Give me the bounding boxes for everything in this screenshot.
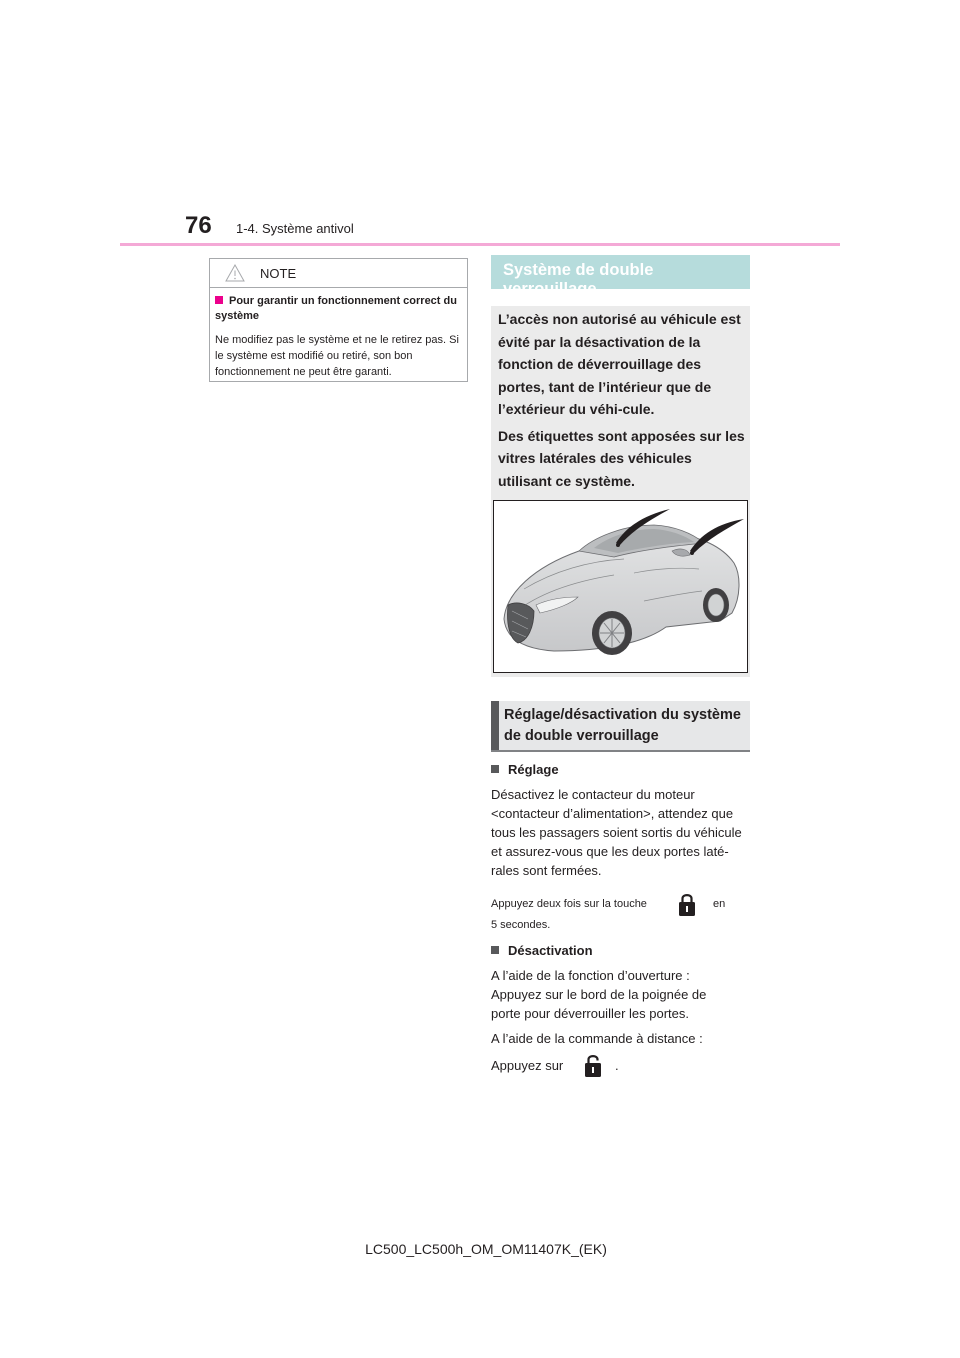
desactivation-opening-text: A l’aide de la fonction d’ouverture : Appuyez sur le bord de la poignée de porte pour déverrouiller les portes. [491, 968, 707, 1021]
intro-text [498, 308, 746, 496]
reglage-press-duration: 5 secondes. [491, 919, 551, 931]
document-code: LC500_LC500h_OM_OM11407K_(EK) [365, 1241, 607, 1257]
reglage-press-instruction: Appuyez deux fois sur la touche [491, 898, 647, 910]
note-header [210, 259, 467, 288]
gray-square-bullet [491, 765, 499, 773]
note-item-title [215, 294, 463, 324]
heading-bottom-rule [491, 750, 750, 752]
desactivation-press-text: Appuyez sur [491, 1058, 564, 1073]
section-heading-text: Système de double verrouillage [503, 261, 654, 298]
desactivation-heading-text: Désactivation [508, 943, 593, 958]
subsection-heading-settings [491, 701, 750, 752]
note-label: NOTE [260, 266, 297, 281]
car-illustration-frame [493, 500, 748, 673]
reglage-press-suffix: en [713, 898, 726, 910]
note-item-title-text: Pour garantir un fonctionnement correct du système [215, 295, 457, 322]
note-box [209, 258, 468, 382]
intro-paragraph-1: L’accès non autorisé au véhicule est évité par la désactivation de la fonction de déverrouillage des portes, tant de l’intérieur que de l’extérieur du véhi-cule. [498, 311, 741, 417]
unlock-icon [584, 1052, 602, 1078]
section-heading-double-lock [491, 255, 750, 298]
lock-icon [678, 891, 696, 917]
car-illustration [494, 501, 747, 672]
gray-square-bullet [491, 946, 499, 954]
desactivation-heading [491, 943, 593, 958]
reglage-text: Désactivez le contacteur du moteur <contacteur d’alimentation>, attendez que tous les passagers soient sortis du véhicule et assurez-vous que les deux portes laté-rales sont fermées. [491, 787, 742, 878]
reglage-heading [491, 762, 559, 777]
section-title: 1-4. Système antivol [236, 221, 354, 236]
warning-triangle-icon [225, 264, 245, 282]
header-rule [120, 243, 840, 246]
page-number: 76 [185, 212, 212, 239]
desactivation-press-end: . [615, 1058, 619, 1073]
desactivation-remote-text: A l’aide de la commande à distance : [491, 1031, 703, 1046]
heading-side-bar [491, 701, 499, 752]
subsection-heading-text: Réglage/désactivation du système de double verrouillage [504, 707, 741, 744]
intro-paragraph-2: Des étiquettes sont apposées sur les vitres latérales des véhicules utilisant ce système. [498, 427, 745, 489]
magenta-square-bullet [215, 296, 223, 304]
reglage-heading-text: Réglage [508, 762, 559, 777]
note-item-text: Ne modifiez pas le système et ne le retirez pas. Si le système est modifié ou retiré, son bon fonctionnement ne peut être garanti. [215, 334, 459, 378]
